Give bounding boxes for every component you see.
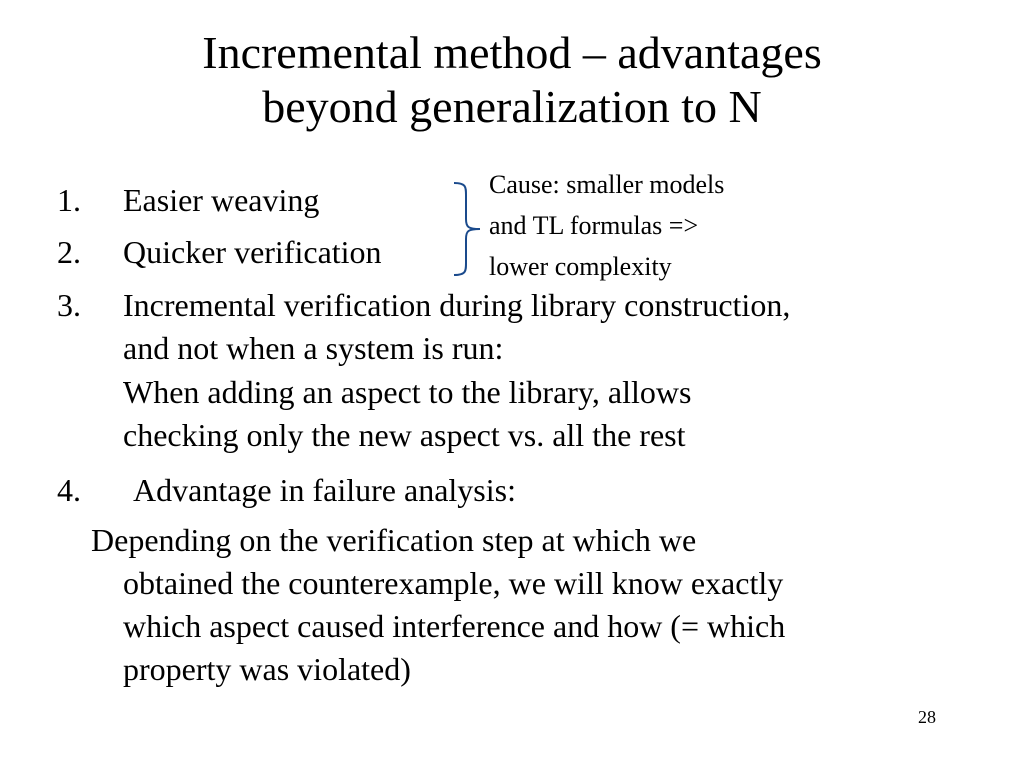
list-item-text bbox=[133, 469, 516, 512]
list-item-text-line: Quicker verification bbox=[123, 234, 382, 270]
list-item-detail-line: Depending on the verification step at which we bbox=[91, 522, 697, 558]
list-item-text bbox=[123, 231, 382, 274]
list-item-number: 3. bbox=[57, 287, 81, 323]
list-item-text-line: Advantage in failure analysis: bbox=[133, 472, 516, 508]
list-item-text-line: Incremental verification during library construction, bbox=[123, 287, 791, 323]
list-item-detail-line: which aspect caused interference and how (= which bbox=[123, 608, 786, 644]
list-item-text-line: Easier weaving bbox=[123, 182, 320, 218]
cause-note bbox=[489, 164, 724, 287]
list-item-text bbox=[123, 179, 319, 222]
page-number: 28 bbox=[918, 707, 936, 727]
cause-note-line: and TL formulas => bbox=[489, 211, 699, 240]
list-item-number: 2. bbox=[57, 234, 81, 270]
curly-brace-icon bbox=[450, 181, 490, 277]
list-item-text-line: and not when a system is run: bbox=[123, 330, 504, 366]
list-item-detail bbox=[91, 519, 785, 691]
list-item-detail bbox=[123, 371, 691, 457]
list-item-number: 4. bbox=[57, 472, 81, 508]
list-item-text bbox=[123, 284, 790, 370]
slide-title-line-1: Incremental method – advantages bbox=[202, 27, 822, 78]
list-item-detail-line: When adding an aspect to the library, allows bbox=[123, 374, 692, 410]
cause-note-line: lower complexity bbox=[489, 252, 672, 281]
slide-title-line-2: beyond generalization to N bbox=[262, 81, 762, 132]
list-item-detail-line: property was violated) bbox=[123, 651, 411, 687]
slide-title bbox=[0, 26, 1024, 134]
list-item-detail-line: obtained the counterexample, we will know exactly bbox=[123, 565, 784, 601]
cause-note-line: Cause: smaller models bbox=[489, 170, 725, 199]
list-item-detail-line: checking only the new aspect vs. all the rest bbox=[123, 417, 686, 453]
list-item-number: 1. bbox=[57, 182, 81, 218]
